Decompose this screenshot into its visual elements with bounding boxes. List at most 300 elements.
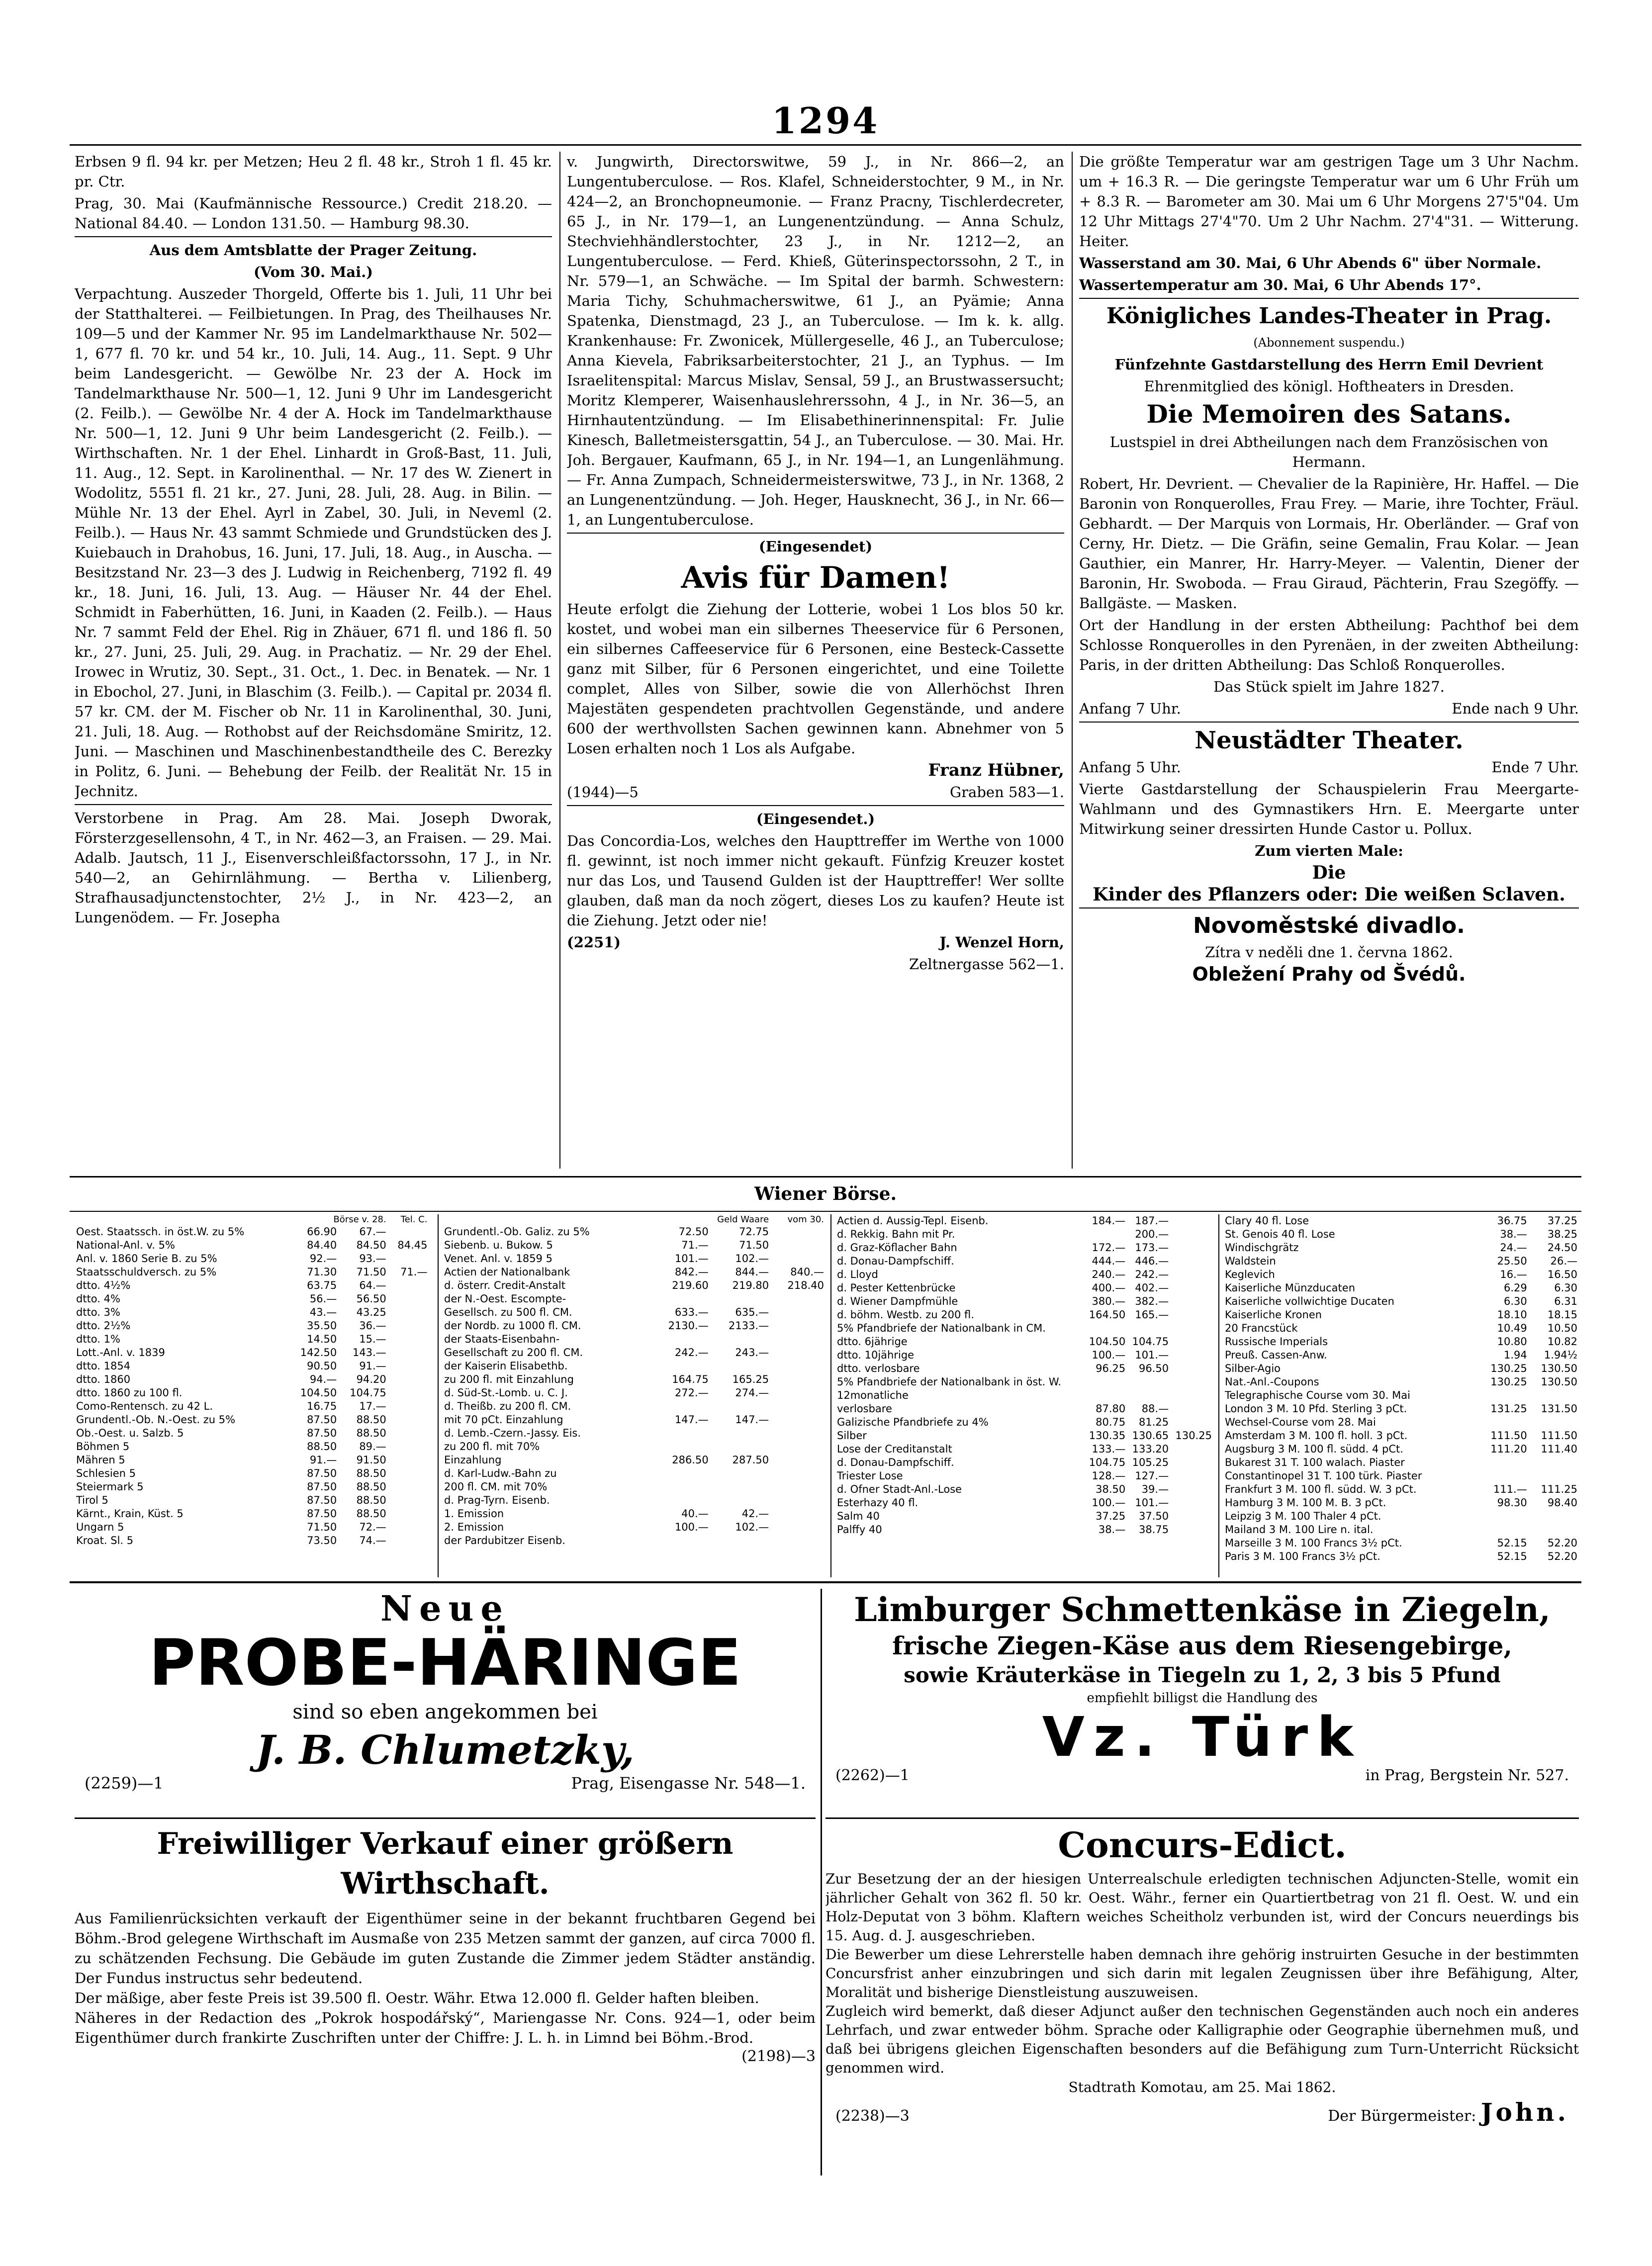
price-cell: 24.— — [1500, 1242, 1527, 1254]
security-name: 20 Francstück — [1225, 1322, 1298, 1334]
security-name: dtto. 10jährige — [837, 1349, 915, 1361]
price-cell: 36.— — [359, 1320, 386, 1332]
market-prices: Erbsen 9 fl. 94 kr. per Metzen; Heu 2 fl. 48 kr., Stroh 1 fl. 45 kr. pr. Ctr. — [75, 153, 552, 190]
security-name: Actien d. Aussig-Tepl. Eisenb. — [837, 1215, 989, 1227]
security-name: dtto. 1854 — [76, 1360, 131, 1372]
price-cell: 84.45 — [397, 1239, 428, 1251]
prague-exchange: Prag, 30. Mai (Kaufmännische Ressource.) Credit 218.20. — National 84.40. — London 131.50. — Hamburg 98.30. — [75, 195, 552, 232]
price-cell — [1170, 1523, 1213, 1537]
avis-title: Avis für Damen! — [681, 560, 950, 595]
boerse-row — [443, 1360, 826, 1373]
boerse-row — [835, 1456, 1213, 1469]
boerse-row — [1223, 1456, 1579, 1469]
price-cell: 52.15 — [1497, 1537, 1527, 1549]
security-name: Anl. v. 1860 Serie B. zu 5% — [76, 1253, 217, 1265]
price-cell: 101.— — [674, 1253, 709, 1265]
theater-2-play-1: Die — [1312, 862, 1346, 883]
price-cell — [1170, 1214, 1213, 1228]
price-cell — [429, 1427, 433, 1440]
boerse-row — [75, 1507, 433, 1521]
price-cell — [1170, 1483, 1213, 1496]
price-cell: 52.20 — [1547, 1537, 1577, 1549]
security-name: der Nordb. zu 1000 fl. CM. — [444, 1320, 581, 1332]
price-cell: 24.50 — [1547, 1242, 1577, 1254]
price-cell: 87.50 — [307, 1494, 337, 1506]
boerse-row — [75, 1252, 433, 1266]
price-cell — [770, 1521, 826, 1534]
boerse-row — [443, 1292, 826, 1306]
boerse-row — [1223, 1214, 1579, 1228]
price-cell: 130.35 — [1089, 1430, 1126, 1442]
boerse-row — [443, 1400, 826, 1413]
security-name: Leipzig 3 M. 100 Thaler 4 pCt. — [1225, 1510, 1381, 1522]
price-cell: 274.— — [735, 1387, 769, 1399]
price-cell: 38.25 — [1547, 1228, 1577, 1240]
price-cell — [429, 1440, 433, 1453]
boerse-row — [75, 1400, 433, 1413]
amtsblatt-title: Aus dem Amtsblatte der Prager Zeitung. — [149, 242, 477, 259]
price-cell: 80.75 — [1096, 1416, 1126, 1428]
price-cell: 130.25 — [1490, 1376, 1527, 1388]
price-cell: 382.— — [1135, 1295, 1169, 1307]
security-name: Steiermark 5 — [76, 1481, 144, 1493]
security-name: Kaiserliche Münzducaten — [1225, 1282, 1355, 1294]
price-cell: 88.50 — [356, 1481, 386, 1493]
deaths-text: Verstorbene in Prag. Am 28. Mai. Joseph Dworak, Försterzgesellensohn, 4 T., in Nr. 462—3, an Fraisen. — 29. Mai. Adalb. Jautsch, 11 J., Eisenverschleißfactorssohn, 17 J., in Nr. 540—2, an Gehirnlähmung. — Bertha v. Lilienberg, Strafhausadjunctenstochter, 2½ J., in Nr. 423—2, an Lungenödem. — Fr. Josepha — [75, 810, 552, 926]
price-cell — [388, 1333, 429, 1346]
theater-1-times — [1079, 699, 1579, 719]
boerse-row — [835, 1402, 1213, 1416]
boerse-row — [835, 1416, 1213, 1429]
ad-rule-right — [826, 1817, 1579, 1819]
ad-concurs-text-2: Die Bewerber um diese Lehrerstelle haben demnach ihre gehörig instruirten Gesuche in der bestimmten Concursfrist anher einzubringen und sich darin mit legalen Zeugnissen über ihre Befähigung, Alter, Moralität und bisherige Dienstleistung auszuweisen. — [826, 1946, 1579, 2000]
eingesendet-label: (Eingesendet) — [758, 538, 873, 555]
price-cell — [770, 1346, 826, 1360]
price-cell: 240.— — [1092, 1269, 1126, 1280]
price-cell — [1170, 1308, 1213, 1322]
price-cell: 42.— — [741, 1508, 769, 1520]
price-cell — [770, 1292, 826, 1306]
divider — [567, 805, 1064, 806]
price-cell: 130.50 — [1541, 1362, 1577, 1374]
price-cell: 173.— — [1135, 1242, 1169, 1254]
security-name: Mähren 5 — [76, 1454, 125, 1466]
price-cell — [1478, 1469, 1528, 1483]
theater-2-start: Anfang 5 Uhr. — [1079, 759, 1181, 776]
col-header-tel: Tel. C. — [400, 1214, 428, 1225]
boerse-row — [835, 1308, 1213, 1322]
security-name: d. Lemb.-Czern.-Jassy. Eis. — [444, 1427, 581, 1439]
price-cell — [770, 1480, 826, 1494]
security-name: 1. Emission — [444, 1508, 504, 1520]
theater-1-place: Ort der Handlung in der ersten Abtheilung: Pachthof bei dem Schlosse Ronquerolles in den Pyrenäen, in der zweiten Abtheilung: Paris, in der dritten Abtheilung: Das Schloß Ronquerolles. — [1079, 617, 1579, 673]
price-cell — [388, 1507, 429, 1521]
security-name: der Staats-Eisenbahn- — [444, 1333, 560, 1345]
ad-cheese-line-2: frische Ziegen-Käse aus dem Riesengebirge, — [892, 1631, 1512, 1660]
divider — [1079, 722, 1579, 723]
security-name: Constantinopel 31 T. 100 türk. Piaster — [1225, 1470, 1422, 1482]
price-cell: 88.— — [1141, 1403, 1169, 1415]
price-cell: 131.50 — [1541, 1403, 1577, 1415]
boerse-row — [75, 1453, 433, 1467]
boerse-row — [835, 1322, 1213, 1335]
price-cell: 219.80 — [732, 1279, 769, 1291]
theater-2-end: Ende 7 Uhr. — [1491, 759, 1579, 776]
price-cell: 130.65 — [1132, 1430, 1169, 1442]
boerse-row — [835, 1510, 1213, 1523]
boerse-row — [443, 1333, 826, 1346]
price-cell — [1127, 1389, 1170, 1402]
boerse-row — [1223, 1469, 1579, 1483]
price-cell: 40.— — [681, 1508, 709, 1520]
boerse-row — [75, 1534, 433, 1547]
ads-divider — [821, 1589, 822, 2175]
security-name: Kroat. Sl. 5 — [76, 1535, 134, 1546]
security-name: Silber-Agio — [1225, 1362, 1281, 1374]
boerse-row — [75, 1413, 433, 1427]
price-cell — [429, 1319, 433, 1333]
price-cell: 91.50 — [356, 1454, 386, 1466]
boerse-row — [1223, 1402, 1579, 1416]
col-header-vom: vom 30. — [787, 1214, 824, 1225]
price-cell: 10.49 — [1497, 1322, 1527, 1334]
security-name: Bukarest 31 T. 100 walach. Piaster — [1225, 1456, 1405, 1468]
price-cell — [1084, 1389, 1127, 1402]
price-cell: 43.25 — [356, 1306, 386, 1318]
amtsblatt-text: Verpachtung. Auszeder Thorgeld, Offerte bis 1. Juli, 11 Uhr bei der Statthalterei. — Feilbietungen. In Prag, des Theilhauses Nr. 109—5 und der Kammer Nr. 95 im Landelmarkthause Nr. 502—1, 677 fl. 70 kr. und 54 kr., 10. Juli, 14. Aug., 11. Sept. 9 Uhr beim Landesgericht. — Gewölbe Nr. 23 der A. Hock im Tandelmarkthause Nr. 500—1, 12. Juni 9 Uhr im Landesgericht (2. Feilb.). — Gewölbe Nr. 4 der A. Hock im Tandelmarkthause Nr. 500—1, 12. Juni 9 Uhr beim Landesgericht (2. Feilb.). — Wirthschaften. Nr. 1 der Ehel. Linhardt in Groß-Bast, 11. Juli, 11. Aug., 12. Sept. in Karolinenthal. — Nr. 17 des W. Zienert in Wodolitz, 5551 fl. 21 kr., 27. Juni, 28. Juli, 28. Aug. in Bilin. — Mühle Nr. 13 der Ehel. Ayrl in Zabel, 30. Juli, in Neveml (2. Feilb.). — Haus Nr. 43 sammt Schmiede und Grundstücken des J. Kuiebauch in Drahobus, 16. Juni, 17. Juli, 18. Aug., in Auscha. — Besitzstand Nr. 23—3 des J. Ludwig in Reichenberg, 7192 fl. 49 kr., 18. Juni, 16. Juli, 13. Aug. — Häuser Nr. 44 der Ehel. Schmidt in Faberhütten, 16. Juni, in Kaaden (2. Feilb.). — Haus Nr. 7 sammt Feld der Ehel. Rig in Zhäuer, 671 fl. und 186 fl. 50 kr., 27. Juni, 25. Juli, 29. Aug. in Prachatiz. — Nr. 29 der Ehel. Irowec in Wrutiz, 30. Sept., 31. Oct., 1. Dec. in Benatek. — Nr. 1 in Ebochol, 27. Juni, in Blaschim (3. Feilb.). — Capital pr. 2034 fl. 57 kr. CM. der M. Fischer ob Nr. 11 in Karolinenthal, 30. Juni, 21. Juli, 18. Aug. — Rothobst auf der Reichsdomäne Smiritz, 12. Juni. — Maschinen und Maschinenbestandtheile des C. Berezky in Politz, 6. Juni. — Behebung der Feilb. der Realität Nr. 15 in Jechnitz. — [75, 285, 552, 800]
price-cell: 87.80 — [1096, 1403, 1126, 1415]
security-name: Paris 3 M. 100 Francs 3½ pCt. — [1225, 1550, 1380, 1562]
price-cell — [429, 1360, 433, 1373]
price-cell: 143.— — [352, 1347, 386, 1359]
price-cell — [429, 1373, 433, 1386]
price-cell — [388, 1521, 429, 1534]
concordia-text: Das Concordia-Los, welches den Haupttreffer im Werthe von 1000 fl. gewinnt, ist noch immer nicht gekauft. Fünfzig Kreuzer kostet nur das Los, und Tausend Gulden ist der Haupttreffer! Wer sollte glauben, daß man da noch zögert, dieses Los zu kaufen? Heute ist die Ziehung. Jetzt oder nie! — [567, 832, 1064, 929]
price-cell: 16.75 — [307, 1400, 337, 1412]
security-name: Telegraphische Course vom 30. Mai — [1225, 1389, 1410, 1401]
price-cell: 88.50 — [356, 1427, 386, 1439]
avis-signature: Franz Hübner, — [928, 760, 1064, 780]
boerse-row — [443, 1427, 826, 1440]
price-cell — [429, 1239, 433, 1252]
boerse-row — [835, 1214, 1213, 1228]
ad-herring-footer — [75, 1774, 816, 1793]
boerse-row — [75, 1346, 433, 1360]
security-name: d. Wiener Dampfmühle — [837, 1295, 958, 1307]
price-cell — [770, 1494, 826, 1507]
security-name: Actien der Nationalbank — [444, 1266, 570, 1278]
boerse-title-rule — [70, 1211, 1581, 1212]
price-cell: 243.— — [735, 1347, 769, 1359]
price-cell — [770, 1239, 826, 1252]
boerse-row — [1223, 1550, 1579, 1563]
security-name: dtto. 4% — [76, 1293, 120, 1305]
newspaper-page — [70, 90, 1581, 2203]
ad-farm-sale-title: Freiwilliger Verkauf einer größern Wirthschaft. — [157, 1826, 734, 1901]
price-cell: 242.— — [674, 1347, 709, 1359]
ad-concurs-ref: (2238)—3 — [835, 2107, 910, 2125]
security-name: St. Genois 40 fl. Lose — [1225, 1228, 1335, 1240]
ad-cheese — [826, 1589, 1579, 1813]
boerse-divider — [438, 1214, 439, 1577]
boerse-row — [75, 1494, 433, 1507]
price-cell: 18.10 — [1497, 1309, 1527, 1321]
security-name: Schlesien 5 — [76, 1467, 136, 1479]
security-name: Oest. Staatssch. in öst.W. zu 5% — [76, 1226, 245, 1238]
price-cell: 172.— — [1092, 1242, 1126, 1254]
price-cell: 6.30 — [1554, 1282, 1577, 1294]
security-name: Ungarn 5 — [76, 1521, 124, 1533]
ad-cheese-footer — [826, 1767, 1579, 1784]
boerse-row — [75, 1319, 433, 1333]
security-name: 200 fl. CM. mit 70% — [444, 1481, 548, 1493]
price-cell — [1170, 1228, 1213, 1241]
boerse-row — [1223, 1510, 1579, 1523]
price-cell — [429, 1333, 433, 1346]
price-cell: 102.— — [735, 1253, 769, 1265]
ad-herring-address: Prag, Eisengasse Nr. 548—1. — [571, 1774, 806, 1793]
concordia-address: Zeltnergasse 562—1. — [909, 956, 1064, 973]
price-cell — [388, 1494, 429, 1507]
security-name: dtto. 6jährige — [837, 1336, 908, 1348]
price-cell: 130.25 — [1175, 1430, 1212, 1442]
price-cell — [429, 1480, 433, 1494]
security-name: Marseille 3 M. 100 Francs 3½ pCt. — [1225, 1537, 1402, 1549]
price-cell: 400.— — [1092, 1282, 1126, 1294]
price-cell: 147.— — [735, 1414, 769, 1426]
price-cell — [649, 1534, 710, 1547]
price-cell: 37.25 — [1547, 1215, 1577, 1227]
price-cell — [1084, 1228, 1127, 1241]
price-cell: 81.25 — [1138, 1416, 1169, 1428]
price-cell: 218.40 — [787, 1279, 824, 1291]
price-cell: 38.— — [1098, 1524, 1126, 1536]
price-cell — [710, 1440, 770, 1453]
boerse-row — [835, 1295, 1213, 1308]
weather-text: Die größte Temperatur war am gestrigen Tage um 3 Uhr Nachm. um + 16.3 R. — Die geringste Temperatur war um 6 Uhr Früh um + 8.3 R. — Barometer am 30. Mai um 6 Uhr Morgens 27'5"04. Um 12 Uhr Mittags 27'4"70. Um 2 Uhr Nachm. 27'4"31. — Witterung. Heiter. — [1079, 153, 1579, 250]
price-cell: 380.— — [1092, 1295, 1126, 1307]
price-cell — [770, 1507, 826, 1521]
boerse-row — [1223, 1349, 1579, 1362]
security-name: Kaiserliche Kronen — [1225, 1309, 1322, 1321]
price-cell — [388, 1279, 429, 1292]
price-cell: 111.50 — [1541, 1430, 1577, 1442]
price-cell — [388, 1373, 429, 1386]
boerse-row — [1223, 1322, 1579, 1335]
price-cell: 91.— — [359, 1360, 386, 1372]
price-cell: 133.20 — [1132, 1443, 1169, 1455]
price-cell: 104.50 — [300, 1387, 337, 1399]
price-cell — [770, 1306, 826, 1319]
price-cell: 6.29 — [1503, 1282, 1527, 1294]
price-cell: 38.50 — [1096, 1483, 1126, 1495]
security-name: Mailand 3 M. 100 Lire n. ital. — [1225, 1524, 1374, 1536]
price-cell — [710, 1494, 770, 1507]
boerse-top-rule — [70, 1176, 1581, 1178]
theater-1-cast: Robert, Hr. Devrient. — Chevalier de la Rapinière, Hr. Haffel. — Die Baronin von Ronquerolles, Frau Frey. — Marie, ihre Tochter, Fräul. Gebhardt. — Der Marquis von Lormais, Hr. Oberländer. — Graf von Cerny, Hr. Dietz. — Die Gräfin, seine Gemalin, Frau Kolar. — Jean Gauthier, ein Manrer, Hr. Harry-Meyer. — Valentin, Diener der Baronin, Hr. Swoboda. — Frau Giraud, Pächterin, Frau Szegöffy. — Ballgäste. — Masken. — [1079, 475, 1579, 612]
price-cell — [1478, 1416, 1528, 1429]
boerse-title: Wiener Börse. — [754, 1183, 897, 1204]
price-cell: 87.50 — [307, 1481, 337, 1493]
boerse-row — [443, 1225, 826, 1239]
price-cell — [1529, 1456, 1579, 1469]
boerse-row — [835, 1241, 1213, 1255]
price-cell — [429, 1494, 433, 1507]
price-cell — [429, 1413, 433, 1427]
security-name: 12monatliche — [837, 1389, 909, 1401]
price-cell: 14.50 — [307, 1333, 337, 1345]
security-name: Keglevich — [1225, 1269, 1275, 1280]
ad-cheese-ref: (2262)—1 — [835, 1767, 910, 1784]
price-cell — [388, 1467, 429, 1480]
boerse-row — [443, 1494, 826, 1507]
security-name: Gesellsch. zu 500 fl. CM. — [444, 1306, 572, 1318]
price-cell: 72.50 — [678, 1226, 709, 1238]
price-cell — [388, 1534, 429, 1547]
boerse-row — [443, 1346, 826, 1360]
boerse-row — [75, 1480, 433, 1494]
price-cell — [429, 1266, 433, 1279]
price-cell: 71.30 — [307, 1266, 337, 1278]
security-name: Frankfurt 3 M. 100 fl. südd. W. 3 pCt. — [1225, 1483, 1417, 1495]
price-cell: 93.— — [359, 1253, 386, 1265]
price-cell: 111.20 — [1490, 1443, 1527, 1455]
price-cell: 35.50 — [307, 1320, 337, 1332]
ad-herring-line-3: sind so eben angekommen bei — [292, 1701, 598, 1723]
divider — [1079, 907, 1579, 908]
price-cell: 56.50 — [356, 1293, 386, 1305]
price-cell: 84.40 — [307, 1239, 337, 1251]
price-cell — [1529, 1416, 1579, 1429]
security-name: der N.-Oest. Escompte- — [444, 1293, 566, 1305]
price-cell: 287.50 — [732, 1454, 769, 1466]
price-cell: 184.— — [1092, 1215, 1126, 1227]
security-name: d. Donau-Dampfschiff. — [837, 1456, 954, 1468]
price-cell — [1170, 1389, 1213, 1402]
column-2 — [567, 152, 1064, 1169]
boerse-table-3 — [835, 1214, 1213, 1577]
price-cell: 94.— — [309, 1373, 337, 1385]
price-cell — [429, 1521, 433, 1534]
security-name: Nat.-Anl.-Coupons — [1225, 1376, 1319, 1388]
ad-concurs-place: Stadtrath Komotau, am 25. Mai 1862. — [1068, 2079, 1336, 2095]
price-cell: 10.82 — [1547, 1336, 1577, 1348]
avis-address: Graben 583—1. — [950, 784, 1064, 801]
theater-2-text: Vierte Gastdarstellung der Schauspielerin Frau Meergarte-Wahlmann und des Gymnastikers Hrn. E. Meergarte unter Mitwirkung seiner dressirten Hunde Castor u. Pollux. — [1079, 781, 1579, 837]
security-name: dtto. 3% — [76, 1306, 120, 1318]
price-cell: 73.50 — [307, 1535, 337, 1546]
boerse-row — [443, 1413, 826, 1427]
security-name: Böhmen 5 — [76, 1441, 130, 1452]
boerse-row — [75, 1306, 433, 1319]
boerse-row — [1223, 1483, 1579, 1496]
boerse-row — [75, 1521, 433, 1534]
price-cell: 6.30 — [1503, 1295, 1527, 1307]
ad-farm-sale-contact: Näheres in der Redaction des „Pokrok hospodářský“, Mariengasse Nr. Cons. 924—1, oder beim Eigenthümer durch frankirte Zuschriften unter der Chiffre: J. L. h. in Limnd bei Böhm.-Brod. — [75, 2009, 816, 2046]
price-cell: 165.— — [1135, 1309, 1169, 1321]
boerse-row — [443, 1266, 826, 1279]
security-name: Silber — [837, 1430, 867, 1442]
boerse-row — [1223, 1389, 1579, 1402]
price-cell — [429, 1346, 433, 1360]
price-cell: 444.— — [1092, 1255, 1126, 1267]
price-cell: 111.— — [1493, 1483, 1527, 1495]
boerse-row — [75, 1427, 433, 1440]
price-cell: 36.75 — [1497, 1215, 1527, 1227]
price-cell — [429, 1534, 433, 1547]
price-cell: 88.50 — [356, 1467, 386, 1479]
price-cell — [770, 1373, 826, 1386]
security-name: d. böhm. Westb. zu 200 fl. — [837, 1309, 974, 1321]
price-cell: 446.— — [1135, 1255, 1169, 1267]
price-cell: 10.50 — [1547, 1322, 1577, 1334]
price-cell — [1170, 1456, 1213, 1469]
price-cell — [429, 1453, 433, 1467]
boerse-row — [835, 1255, 1213, 1268]
boerse-table-1 — [75, 1214, 433, 1577]
security-name: Venet. Anl. v. 1859 5 — [444, 1253, 552, 1265]
price-cell: 84.50 — [356, 1239, 386, 1251]
price-cell — [388, 1480, 429, 1494]
header-rule — [70, 144, 1581, 146]
ad-concurs — [826, 1824, 1579, 2177]
price-cell — [388, 1400, 429, 1413]
theater-2-times — [1079, 757, 1579, 777]
price-cell — [1170, 1241, 1213, 1255]
ad-farm-sale-ref: (2198)—3 — [741, 2048, 816, 2065]
price-cell — [1478, 1510, 1528, 1523]
column-divider — [559, 152, 560, 1169]
price-cell: 94.20 — [356, 1373, 386, 1385]
price-cell — [1478, 1456, 1528, 1469]
price-cell: 844.— — [735, 1266, 769, 1278]
price-cell — [770, 1427, 826, 1440]
price-cell: 111.50 — [1490, 1430, 1527, 1442]
price-cell: 100.— — [1092, 1497, 1126, 1509]
ad-herring-vendor: J. B. Chlumetzky, — [256, 1726, 635, 1773]
price-cell: 91.— — [309, 1454, 337, 1466]
ad-farm-sale-text: Aus Familienrücksichten verkauft der Eigenthümer seine in der bekannt fruchtbaren Gegend bei Böhm.-Brod gelegene Wirthschaft im Ausmaße von 235 Metzen sammt der ganzen, auf circa 7000 fl. zu schätzenden Fechsung. Die Gebäude im guten Zustande die Zimmer jedem Städter anständig. Der Fundus instructus sehr bedeutend. — [75, 1910, 816, 1987]
boerse-row — [75, 1279, 433, 1292]
price-cell — [649, 1427, 710, 1440]
price-cell: 100.— — [1092, 1349, 1126, 1361]
price-cell — [1170, 1510, 1213, 1523]
price-cell — [649, 1360, 710, 1373]
price-cell: 402.— — [1135, 1282, 1169, 1294]
boerse-row — [443, 1279, 826, 1292]
deaths-continued: v. Jungwirth, Directorswitwe, 59 J., in Nr. 866—2, an Lungentuberculose. — Ros. Klafel, Schneiderstochter, 9 M., in Nr. 424—2, an Bronchopneumonie. — Franz Pracny, Tischlerdecreter, 65 J., in Nr. 179—1, an Lungenentzündung. — Anna Schulz, Stechviehhändlerstochter, 23 J., in Nr. 1212—2, an Lungentuberculose. — Ferd. Khieß, Güterinspectorssohn, 2 T., in Nr. 579—1, an Schwäche. — Im Spital der barmh. Schwestern: Maria Tichy, Schuhmacherswitwe, 61 J., an Pyämie; Anna Spatenka, Dienstmagd, 23 J., an Tuberculose. — Im k. k. allg. Krankenhause: Fr. Zwonicek, Müllergeselle, 46 J., an Tuberculose; Anna Kievela, Fabriksarbeiterstochter, 21 J., an Typhus. — Im Israelitenspital: Marcus Mislav, Sensal, 59 J., an Brustwassersucht; Moritz Klemperer, Waisenhauslehrerssohn, 4 J., in Nr. 36—5, an Hirnhautentzündung. — Im Elisabethinerinnenspital: Fr. Julie Kinesch, Balletmeistersgattin, 54 J., an Tuberculose. — 30. Mai. Hr. Joh. Bergauer, Kaufmann, 65 J., in Nr. 194—1, an Lungenlähmung. — Fr. Anna Zumpach, Schneidermeisterswitwe, 73 J., in Nr. 1368, 2 an Lungenentzündung. — Joh. Heger, Hausknecht, 36 J., in Nr. 66—1, an Lungentuberculose. — [567, 153, 1064, 528]
price-cell — [388, 1440, 429, 1453]
price-cell: 200.— — [1135, 1228, 1169, 1240]
ad-cheese-line-4: empfiehlt billigst die Handlung des — [1087, 1691, 1318, 1706]
price-cell — [649, 1440, 710, 1453]
divider — [567, 533, 1064, 534]
security-name: Lott.-Anl. v. 1839 — [76, 1347, 165, 1359]
price-cell — [1170, 1469, 1213, 1483]
boerse-table-2 — [443, 1214, 826, 1577]
boerse-row — [835, 1496, 1213, 1510]
page-number: 1294 — [771, 99, 880, 142]
water-level: Wasserstand am 30. Mai, 6 Uhr Abends 6" über Normale. — [1079, 255, 1542, 272]
price-cell: 164.75 — [672, 1373, 709, 1385]
ad-farm-sale — [75, 1824, 816, 2177]
security-name: d. österr. Credit-Anstalt — [444, 1279, 566, 1291]
ad-herring-line-2: PROBE-HÄRINGE — [149, 1626, 741, 1700]
security-name: Russische Imperials — [1225, 1336, 1328, 1348]
security-name: Lose der Creditanstalt — [837, 1443, 952, 1455]
price-cell — [1170, 1295, 1213, 1308]
security-name: Grundentl.-Ob. Galiz. zu 5% — [444, 1226, 590, 1238]
